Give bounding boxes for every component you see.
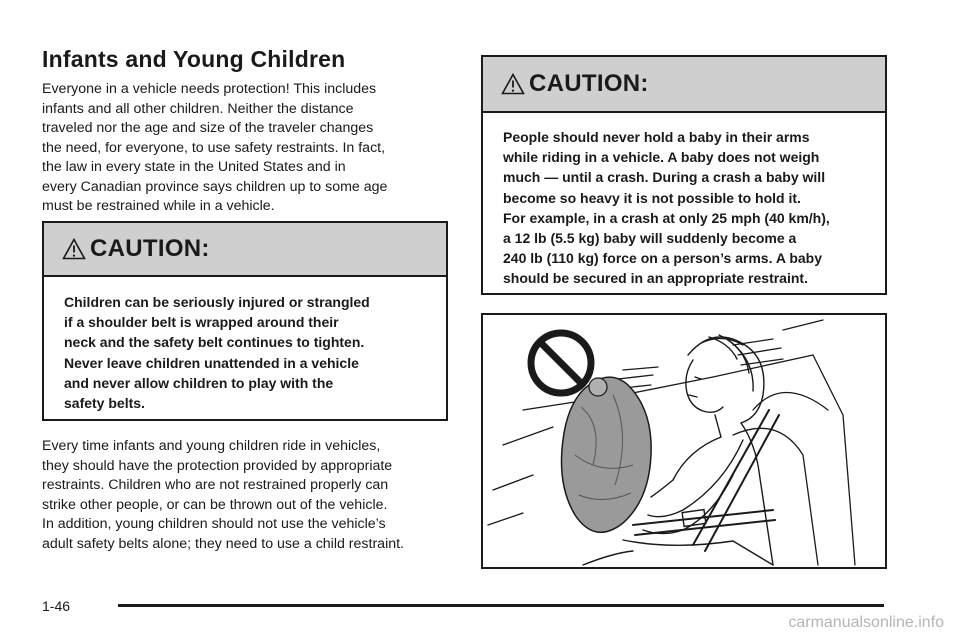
text-line: Children can be seriously injured or strangled	[64, 294, 370, 310]
page-number: 1-46	[42, 598, 71, 614]
text-line: every Canadian province says children up to some age	[42, 178, 388, 195]
page-title: Infants and Young Children	[42, 46, 346, 72]
warning-triangle-icon	[62, 238, 86, 260]
caution-header	[44, 223, 446, 277]
text-line: Every time infants and young children ride in vehicles,	[42, 438, 381, 454]
text-line: become so heavy it is not possible to hold it.	[503, 189, 801, 206]
caution-text	[483, 113, 885, 289]
text-line: traveled nor the age and size of the traveler changes	[42, 120, 374, 136]
text-line: should be secured in an appropriate restraint.	[503, 270, 808, 287]
text-line: Never leave children unattended in a vehicle	[64, 354, 359, 371]
baby-bundle	[562, 377, 652, 532]
text-line: must be restrained while in a vehicle.	[42, 198, 275, 214]
text-line: Everyone in a vehicle needs protection! This includes	[42, 81, 377, 97]
caution-text	[44, 277, 446, 413]
watermark: carmanualsonline.info	[788, 614, 944, 631]
text-line: infants and all other children. Neither the distance	[42, 100, 354, 117]
intro-paragraph	[42, 80, 452, 217]
text-line: People should never hold a baby in their arms	[503, 129, 810, 145]
text-line: adult safety belts alone; they need to use a child restraint.	[42, 535, 405, 552]
text-line: they should have the protection provided by appropriate	[42, 457, 393, 474]
text-line: 240 lb (110 kg) force on a person’s arms. A baby	[503, 250, 823, 267]
text-line: while riding in a vehicle. A baby does not weigh	[503, 149, 820, 166]
text-line: a 12 lb (5.5 kg) baby will suddenly become a	[503, 230, 797, 247]
warning-triangle-icon	[501, 73, 525, 95]
prohibition-sign-icon	[531, 333, 591, 393]
text-line: much — until a crash. During a crash a baby will	[503, 169, 826, 186]
text-line: if a shoulder belt is wrapped around their	[64, 314, 339, 331]
text-line: In addition, young children should not use the vehicle’s	[42, 516, 386, 532]
caution-title: CAUTION:	[529, 70, 649, 97]
outro-paragraph	[42, 437, 452, 554]
text-line: the need, for everyone, to use safety restraints. In fact,	[42, 139, 386, 156]
text-line: strike other people, or can be thrown out of the vehicle.	[42, 496, 388, 513]
text-line: restraints. Children who are not restrained properly can	[42, 477, 389, 493]
footer-rule	[118, 604, 884, 607]
text-line: safety belts.	[64, 395, 145, 412]
caution-header	[483, 57, 885, 113]
caution-box-holding-baby	[481, 55, 887, 295]
illustration-woman-holding-baby	[481, 313, 887, 569]
woman-holding-baby-drawing	[483, 315, 885, 567]
text-line: For example, in a crash at only 25 mph (40 km/h),	[503, 209, 830, 226]
caution-title: CAUTION:	[90, 235, 210, 262]
caution-box-children-belts	[42, 221, 448, 421]
text-line: neck and the safety belt continues to tighten.	[64, 334, 365, 351]
text-line: and never allow children to play with the	[64, 374, 334, 391]
text-line: the law in every state in the United States and in	[42, 159, 346, 175]
